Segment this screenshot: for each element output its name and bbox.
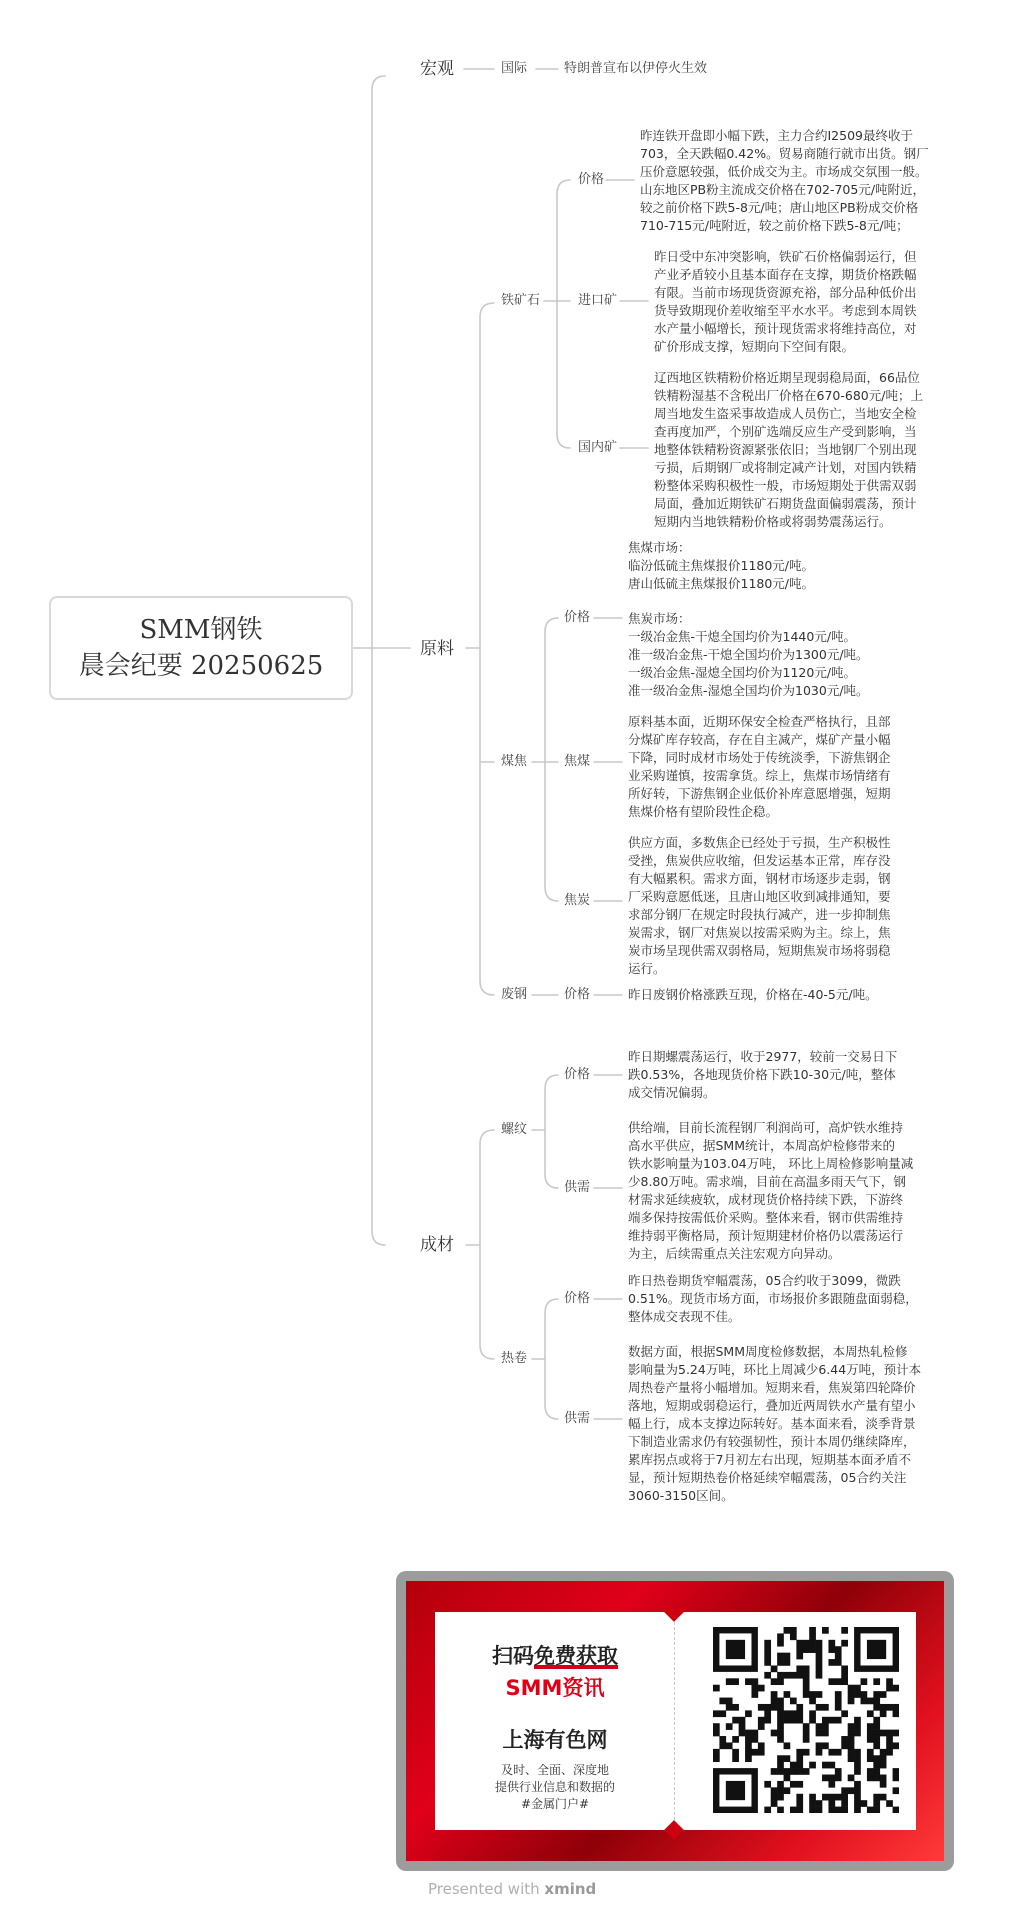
note-ore-price[interactable]: 昨连铁开盘即小幅下跌，主力合约I2509最终收于 703，全天跌幅0.42%。贸易商随行就市出货。钢厂 压价意愿较强，低价成交为主。市场成交氛围一般。 山东地区PB粉主流成交价格在702-705元/吨附近， 较之前价格下跌5-8元/吨；唐山地区PB粉成交价格 710-715元/吨附近，较之前价格下跌5-8元/吨； — [640, 128, 929, 233]
topic-rebar-price[interactable]: 价格 — [564, 1067, 591, 1082]
topic-hrc-supply[interactable]: 供需 — [564, 1411, 591, 1426]
topic-coal[interactable]: 煤焦 — [501, 754, 528, 769]
root-topic[interactable] — [49, 596, 353, 700]
note-coke[interactable]: 供应方面，多数焦企已经处于亏损，生产积极性 受挫，焦炭供应收缩，但发运基本正常，库存没 有大幅累积。需求方面，钢材市场逐步走弱，钢 厂采购意愿低迷，且唐山地区收到减排通知，要 求部分钢厂在规定时段执行减产，进一步抑制焦 炭需求，钢厂对焦炭以按需采购为主。综上，焦 炭市场呈现供需双弱格局，短期焦炭市场将弱稳 运行。 — [628, 835, 891, 976]
root-title-line2: 晨会纪要 20250625 — [78, 651, 324, 681]
note-coal-price-coke[interactable]: 焦炭市场： 一级冶金焦-干熄全国均价为1440元/吨。 准一级冶金焦-干熄全国均价为1300元/吨。 一级冶金焦-湿熄全国均价为1120元/吨。 准一级冶金焦-湿熄全国均价为1030元/吨。 — [628, 611, 869, 698]
connector-spine-raw — [480, 303, 494, 995]
topic-intl[interactable]: 国际 — [501, 61, 528, 76]
connector-spine-rebar — [545, 1075, 558, 1188]
note-hrc-supply[interactable]: 数据方面，根据SMM周度检修数据，本周热轧检修 影响量为5.24万吨，环比上周减少6.44万吨，预计本 周热卷产量将小幅增加。短期来看，焦炭第四轮降价 落地，短期或弱稳运行，叠加近两周铁水产量有望小 幅上行，成本支撑边际转好。基本面来看，淡季背景 下制造业需求仍有较强韧性，预计本周仍继续降库， 累库拐点或将于7月初左右出现，短期基本面矛盾不 显，预计短期热卷价格延续窄幅震荡，05合约关注 3060-3150区间。 — [628, 1344, 922, 1503]
connector-spine-coal — [545, 618, 558, 901]
topic-rebar[interactable]: 螺纹 — [501, 1122, 528, 1137]
topic-rebar-supply[interactable]: 供需 — [564, 1180, 591, 1195]
topic-finished[interactable]: 成材 — [420, 1235, 454, 1255]
promo-scan-prefix: 扫码 — [492, 1644, 534, 1668]
topic-coal-price[interactable]: 价格 — [564, 610, 591, 625]
note-intl[interactable]: 特朗普宣布以伊停火生效 — [564, 61, 708, 76]
connector-spine-ore — [557, 180, 570, 448]
promo-scan-highlight: 免费获取 — [534, 1644, 618, 1668]
topic-hrc-price[interactable]: 价格 — [564, 1291, 591, 1306]
note-rebar-supply[interactable]: 供给端，目前长流程钢厂利润尚可，高炉铁水维持 高水平供应，据SMM统计，本周高炉检修带来的 铁水影响量为103.04万吨， 环比上周检修影响量减 少8.80万吨。需求端，目前在高温多雨天气下，钢 材需求延续疲软，成材现货价格持续下跌，下游终 端多保持按需低价采购。整体来看，钢市供需维持 维持弱平衡格局，预计短期建材价格仍以震荡运行 为主，后续需重点关注宏观方向异动。 — [628, 1120, 914, 1261]
topic-coke[interactable]: 焦炭 — [564, 893, 591, 908]
topic-raw[interactable]: 原料 — [420, 639, 454, 659]
note-coal-price-coking[interactable]: 焦煤市场： 临汾低硫主焦煤报价1180元/吨。 唐山低硫主焦煤报价1180元/吨。 — [628, 540, 815, 591]
footer-credit[interactable] — [428, 1880, 596, 1898]
topic-iron-ore[interactable]: 铁矿石 — [501, 293, 541, 308]
note-hrc-price[interactable]: 昨日热卷期货窄幅震荡，05合约收于3099，微跌 0.51%。现货市场方面，市场报价多跟随盘面弱稳， 整体成交表现不佳。 — [628, 1273, 918, 1324]
topic-scrap[interactable]: 废钢 — [501, 987, 528, 1002]
connector-spine-hrc — [545, 1299, 558, 1419]
qr-code-icon — [713, 1627, 899, 1813]
promo-scan-text — [435, 1640, 675, 1670]
note-ore-import[interactable]: 昨日受中东冲突影响，铁矿石价格偏弱运行，但 产业矛盾较小且基本面存在支撑，期货价格跌幅 有限。当前市场现货资源充裕，部分品种低价出 货导致期现价差收缩至平水水平。考虑到本周铁 水产量小幅增长，预计现货需求将维持高位，对 矿价形成支撑，短期向下空间有限。 — [654, 249, 917, 354]
topic-hrc[interactable]: 热卷 — [501, 1351, 528, 1366]
promo-smm-news: SMM资讯 — [505, 1676, 605, 1700]
root-title-line1: SMM钢铁 — [139, 615, 263, 645]
promo-description: 及时、全面、深度地 提供行业信息和数据的 #金属门户# — [494, 1763, 615, 1811]
topic-ore-price[interactable]: 价格 — [578, 172, 605, 187]
qr-code[interactable] — [713, 1627, 899, 1813]
connector-spine-l1 — [372, 76, 385, 1245]
footer-prefix: Presented with — [428, 1880, 545, 1898]
topic-ore-import[interactable]: 进口矿 — [578, 293, 618, 308]
note-ore-domestic[interactable]: 辽西地区铁精粉价格近期呈现弱稳局面，66品位 铁精粉湿基不含税出厂价格在670-680元/吨；上 周当地发生盗采事故造成人员伤亡，当地安全检 查再度加严，个别矿选端反应生产受到影响，当 地整体铁精粉资源紧张依旧；当地钢厂个别出现 亏损，后期钢厂或将制定减产计划，对国内铁精 粉整体采购积极性一般，市场短期处于供需双弱 局面，叠加近期铁矿石期货盘面偏弱震荡，预计 短期内当地铁精粉价格或将弱势震荡运行。 — [654, 370, 923, 529]
footer-brand: xmind — [544, 1880, 597, 1898]
topic-macro[interactable]: 宏观 — [420, 59, 454, 79]
topic-ore-domestic[interactable]: 国内矿 — [578, 440, 618, 455]
topic-coking-coal[interactable]: 焦煤 — [564, 754, 591, 769]
note-scrap-price[interactable]: 昨日废钢价格涨跌互现，价格在-40-5元/吨。 — [628, 987, 878, 1002]
promo-brand-name: 上海有色网 — [502, 1728, 608, 1752]
connector-spine-finished — [480, 1130, 494, 1359]
note-rebar-price[interactable]: 昨日期螺震荡运行，收于2977，较前一交易日下 跌0.53%，各地现货价格下跌10-30元/吨，整体 成交情况偏弱。 — [628, 1049, 898, 1100]
note-coking-coal[interactable]: 原料基本面，近期环保安全检查严格执行，且部 分煤矿库存较高，存在自主减产，煤矿产量小幅 下降，同时成材市场处于传统淡季，下游焦钢企 业采购谨慎，按需拿货。综上，焦煤市场情绪有 所好转，下游焦钢企业低价补库意愿增强，短期 焦煤价格有望阶段性企稳。 — [628, 714, 891, 819]
topic-scrap-price[interactable]: 价格 — [564, 987, 591, 1002]
